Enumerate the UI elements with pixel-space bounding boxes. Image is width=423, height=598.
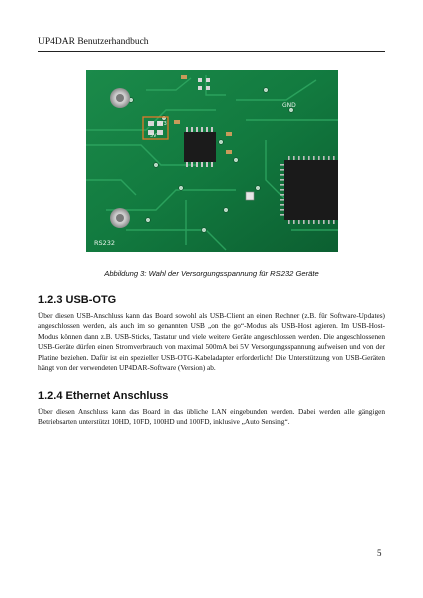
running-header: UP4DAR Benutzerhandbuch	[38, 37, 149, 47]
header-rule	[38, 51, 385, 52]
section-paragraph-ethernet: Über diesen Anschluss kann das Board in das übliche LAN eingebunden werden. Dabei werden alle gängigen Betriebsarten unterstützt 10HD, 10FD, 100HD und 100FD, inklusive „Auto Sensing“.	[38, 407, 385, 427]
figure-caption: Abbildung 3: Wahl der Versorgungsspannung für RS232 Geräte	[104, 269, 319, 278]
silk-label-gnd: GND	[282, 102, 296, 109]
silk-label-5v: 5V	[150, 133, 157, 139]
silk-label-3v3: 3V3	[157, 121, 167, 127]
section-paragraph-usb-otg: Über diesen USB-Anschluss kann das Board sowohl als USB-Client an einen Rechner (z.B. für Software-Updates) angeschlossen werden, als auch im so genannten USB „on the go“-Modus als USB-Host agieren. Im USB-Host-Modus können dann z.B. USB-Sticks, Tastatur und viele weitere Geräte angeschlossen werden. Die angeschlossenen USB-Geräte dürfen einen Stromverbrauch von maximal 500mA bei 5V Versorgungsspannung aufweisen und von der Platine beziehen. Dafür ist ein spezieller USB-OTG-Kabeladapter erforderlich! Die Unterstützung von USB-Geräten hängt von der verwendeten UP4DAR-Software (Version) ab.	[38, 311, 385, 373]
section-heading-ethernet: 1.2.4 Ethernet Anschluss	[38, 390, 169, 402]
silk-label-rs232: RS232	[94, 239, 116, 247]
section-heading-usb-otg: 1.2.3 USB-OTG	[38, 294, 117, 306]
page-number: 5	[377, 548, 382, 558]
pcb-photo-drawing	[86, 70, 338, 252]
pcb-photo	[86, 70, 338, 252]
